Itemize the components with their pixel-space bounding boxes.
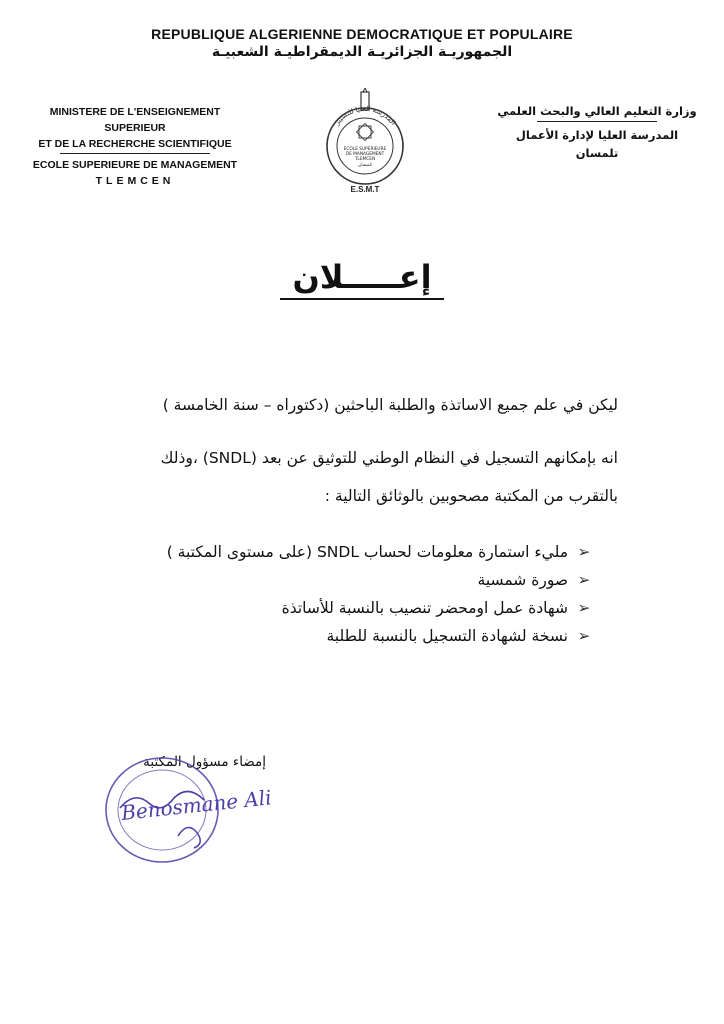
country-name-french: REPUBLIQUE ALGERIENNE DEMOCRATIQUE ET POPULAIRE: [151, 26, 573, 42]
arrow-bullet-icon: ➢: [577, 627, 591, 645]
signature-stamp: [100, 738, 300, 868]
list-item: ➢شهادة عمل اومحضر تنصيب بالنسبة للأساتذة: [92, 594, 592, 622]
header-divider-arabic: [537, 121, 657, 122]
logo-text-ar: تلمسان: [357, 163, 373, 168]
logo-ring-text: المدرسة العليا للتسيير: [332, 104, 398, 127]
list-item: ➢مليء استمارة معلومات لحساب SNDL (على مستوى المكتبة ): [92, 538, 592, 566]
school-logo: [322, 88, 408, 196]
city-name: TLEMCEN: [95, 175, 175, 187]
handwritten-signature: Benosmane Ali: [120, 785, 273, 825]
arrow-bullet-icon: ➢: [577, 543, 591, 561]
ministry-line-1: MINISTERE DE L'ENSEIGNEMENT SUPERIEUR: [49, 106, 221, 134]
signature-label: إمضاء مسؤول المكتبة: [143, 754, 266, 770]
ministry-name-arabic: وزارة التعليم العالي والبحث العلمي: [497, 104, 697, 118]
city-name-arabic: تلمسان: [575, 146, 619, 160]
logo-text-2: DE MANAGEMENT: [345, 152, 385, 157]
country-name-arabic: الجمهوريـة الجزائريـة الديمقراطيـة الشعبيـة: [211, 44, 513, 60]
school-name: ECOLE SUPERIEURE DE MANAGEMENT: [32, 159, 238, 171]
body-line-3: بالتقرب من المكتبة مصحوبين بالوثائق التالية :: [324, 487, 618, 505]
header-divider: [60, 153, 210, 154]
logo-text-1: ECOLE SUPERIEURE: [343, 147, 387, 152]
announcement-title: [0, 258, 724, 296]
logo-abbreviation: E.S.M.T: [350, 185, 380, 194]
title-text: إعـــــلان: [280, 258, 443, 300]
arrow-bullet-icon: ➢: [577, 571, 591, 589]
institution-header-arabic: [492, 102, 702, 162]
ministry-line-2: ET DE LA RECHERCHE SCIENTIFIQUE: [38, 138, 232, 150]
required-documents-list: [92, 538, 592, 650]
arrow-bullet-icon: ➢: [577, 599, 591, 617]
school-name-arabic: المدرسة العليا لإدارة الأعمال: [515, 128, 679, 142]
list-item: ➢نسخة لشهادة التسجيل بالنسبة للطلبة: [92, 622, 592, 650]
body-line-2: انه بإمكانهم التسجيل في النظام الوطني للتوثيق عن بعد (SNDL) ،وذلك: [160, 449, 618, 467]
logo-text-3: TLEMCEN: [354, 157, 376, 162]
body-line-1: ليكن في علم جميع الاساتذة والطلبة الباحثين (دكتوراه – سنة الخامسة ): [162, 396, 618, 414]
list-item: ➢صورة شمسية: [92, 566, 592, 594]
institution-header-french: [20, 104, 250, 189]
